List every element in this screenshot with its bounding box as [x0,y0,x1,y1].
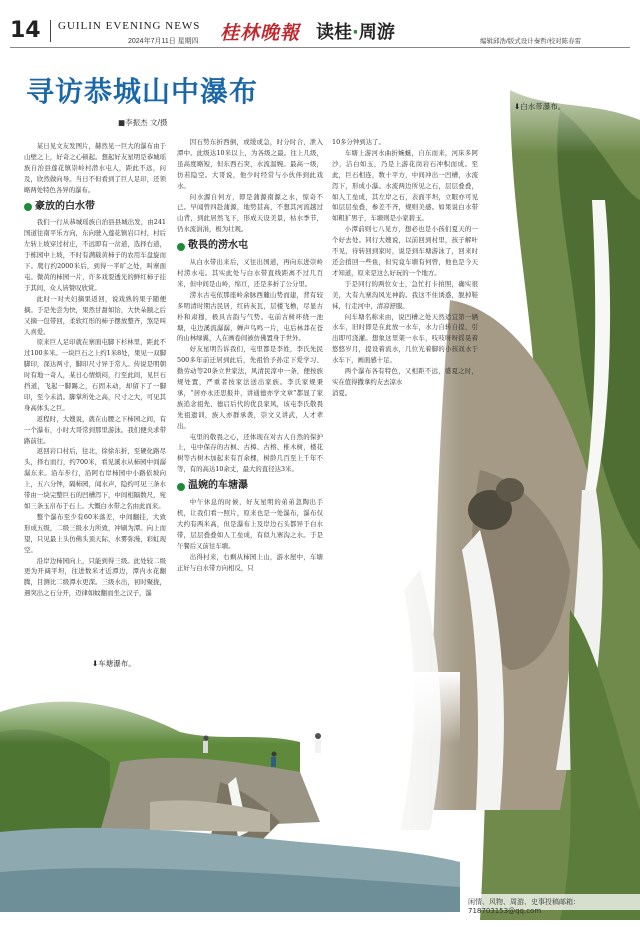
paragraph: 中午休息的时候，好友星明的弟弟忽陶出手机，让我们看一照片，原来也是一处瀑布，瀑布仅大约有两米高，但是瀑布上及岸边石头都异于白水带，层层叠叠如人工垒成，有似九寨沟之水。于是午餐后又前往车塘。 [177,498,323,550]
date-line: 2024年7月11日 星期四 [128,38,199,45]
paragraph: 出得村来，右剩从柿园上山，游水屋中，车塘正好与白水带方向相反，只 [177,552,323,572]
subheading-chetang-waterfall [177,481,323,492]
paragraph: 整个瀑布至少有60米落差，中间翻挂，大致形成五级，二级三级水力所致，冲刷为潭。向上而望，只见最上头仿佛头顶天际，水雾弥漫，彩虹现空。 [24,512,166,554]
paper-name: GUILIN EVENING NEWS [58,20,201,32]
paragraph: 问水源自何方，即是蒲源南源之水，惊奇不已。早闻曾四赴蒲源，地势甚高，不想其河流越过山背，到此居然飞下，形成天设美景，枯水季节，仍水流涓涓，极为壮观。 [177,192,323,234]
subheading-text: 豪放的白水带 [35,200,95,212]
submission-email: 闲情、风物、周游、史事投稿邮箱：718703153@qq.com [468,898,580,915]
article-title: 寻访恭城山中瀑布 [26,75,259,108]
paragraph: 返程时，大嫂说，就在山腰之下柿园之间，有一个瀑布，小时大哥常到那里游泳。我们便央求带路前往。 [24,414,166,445]
paragraph: 好友星明告诉我们，屯里都是李姓，李氏先民500多年前迁居到此后，先祖恰予孙定下爱学习、勤劳动等20条立世家法，风清民淳中一条，便按族规处置，严重者按家法送出家族。李氏家规秉承，“居亦永还思报井，讲通德亦学文章”都显了家族追念祖先、德启后代的优良家风，该屯李氏敬畏先祖遗训，族人亦群承袭，崇文义讲武，人才辈出。 [177,345,323,430]
paragraph: 消夏。 [332,388,352,397]
paragraph: 屯里的敬畏之心，还体现在对古人自然的保护上，屯中保存的古枫、古樟、古榕、椎木树，楂花树等古树木加起来有百余棵，树龄几百至上千年不等，有的高达10余丈，最大的直径达3米。 [177,432,323,474]
article-column-1 [24,141,166,599]
section-title-main: 读桂 [316,22,352,43]
photo-caption-chetang: ⬇车塘瀑布。 [92,659,136,668]
header-divider [50,20,51,42]
article-column-2 [177,137,323,573]
paragraph: 车塘上游河水曲折蜿蜒，自东而来，河床多阿沙，洁白如玉，乃是上游花岗岩石冲积而成。至此，巨石相连，数十平方，中间冲出一凹槽，水流泻下，形成小瀑。水流两边所见之石，层层叠叠，如人工垒成，其左岸之石，表面平坦，立眼亦可见如层层垒叠，参差不齐，规则美感。如果说白水带如粗犷男子，车塘则是小家碧玉。 [332,148,478,223]
paragraph: 10多分钟到达了。 [332,138,385,146]
bullet-dot-icon [24,203,32,211]
header-rule [10,47,630,48]
chetang-waterfall-photo [0,672,460,912]
subheading-text: 敬畏的涝水屯 [188,240,248,252]
paragraph: 问车塘名称来由，说凹槽之处天然适宜第一辆水车，旧时即是在此放一水车，水力自转自提，引出即可浇灌。想象这里架一水车，吱吱呀呀摇晃着悠悠岁月，提设着流水，几位光着脚的小孩戏水于水车下，画面感十足。 [332,312,478,365]
editors-credit: 编辑邱浩/版式设计秦哲/校对陈春雷 [480,38,582,45]
paragraph: 沿岸边柿园向上，只能到得三级。此处较二级更为开阔平坦，往进数米才近潭边，潭内水花翻腾，目测比二级潭水更深。三级水出，初时聚拢，遇突出之石分开，迈律如蚊翻而坐之汉子，瀑 [24,556,166,598]
subheading-text: 温婉的车塘瀑 [188,480,248,492]
bullet-dot-icon [177,243,185,251]
paragraph: 两个瀑布各有特色，又相距不远，盛夏之时，实在值得撒拿约友去凉水 [332,367,478,386]
article-intro: 某日见文友发图片，赫然见一巨大的瀑布由于山壁之上，好奇之心顿起。想起好友星明是恭城瑶族自治县莲花镇崇岭村潜水屯人，距此不远，问及，欣然做向导。当日不但看到了巨人足印，还领略两处特色各异的瀑布。 [24,142,166,194]
paragraph: 原来巨人足印就在寨面屯脚下杉林里，距此不过100多米。一块巨石之上约1米8处，果见一双脚脚印，深达两寸，脚印尺寸异于常人。传说是明朝时有地一奇人，某日心情烦闷，行至此间，见巨石挡道，飞起一脚踢之，石固未动，却留下了一脚印，至今未消。脚掌所处之高，尺寸之大，可见其身高体头之巨。 [24,338,166,412]
page-number: 14 [10,18,41,43]
paragraph: 小潭前则七八见方，想必也是小孩们夏天的一个好去处。同行大嫂说，以前回到村里，孩子解叶不见，待转回到家时，说是到车塘游泳了，回来时还会捎回一些鱼，但究竟车塘有何曾，他也是今天才知道，原来是这么好玩的一个地方。 [332,225,478,277]
paragraph: 从白水带出来后，又往出国道，再向东进崇岭村涝水屯。其实此处与白水带直线距离不过几百米，但中间是山岭，绵亘，还是多折了公分里。 [177,258,323,288]
section-title-sub: 周游 [358,22,395,43]
article-column-3 [332,137,478,399]
paragraph: 涝水古屯依那座岭余脉西麓山势而建，背有较多明清时期古民居，红砖灰瓦，层楼飞檐，尽显古朴和肃穆，极具古韵与气势。屯前古树环绕一池塘，屯边溪流潺潺，蝉声鸟鸣一片，屯后林莽在苍的山林绿翼，人在画卷间被仿佛置身于世外。 [177,290,323,343]
photo-caption-white-water: ⬇白水带瀑布。 [514,102,566,111]
subheading-bold-white-water [24,202,166,213]
paragraph: 我们一行从恭城瑶族自治县县城出发，由241国道往南平乐方向，东向驶入莲花镇岩口村，村后左转上坡穿过村庄，不远即有一岔道，选择右道，于栋园中上坡，不时有满载黄柿子的农用车盘旋而下。爬行约2000米后，到得一平旷之处，叫寨面屯。微黄的柿园一片，许多戏耍透光的鲜红柿子挂于其间，众人皆赞叹欣赏。 [24,218,166,292]
bullet-dot-icon [177,483,185,491]
paragraph: 因石势东折西倒，或缓或急，时分时合，泄入潭中。此级达10米以上，为各级之最。往上几级，虽高度略短，但东西石突，水流温婉。最高一级，仿若隐空。大哥说，他少时经常与小伙伴到此戏水。 [177,138,323,190]
paragraph: 于是同行的两位女士，急忙打卡拍照，确实很美，大有九寨沟风光神韵。我这不住诱惑，脱掉鞋袜，行走河中，清凉舒服。 [332,279,478,310]
paragraph: 此时一对夫妇摘果返回，说戏熟的果子随便摘。于是先尝为快，果然甘甜如饴，大快朵颐之后又摘一包带回，柔软红彤的柿子摆放整齐，煞是叫人喜爱。 [24,294,166,336]
article-byline: ■李振杰 文/摄 [118,118,168,127]
paper-logo: 桂林晚報 [220,22,301,44]
paragraph: 返回岩口村后，往北，徐徐东折，至硬化路尽头，择右而行，约700米，看见溪水从柿园中间潺潺东来。沿车步行，沿阿右岸柿园中小路依坡向上，五六分钟，隔柿园，闻水声，隐约可见三条水带由一块完整巨石的凹槽泻下，中间相隔数尺，宛如三条玉帛布于石上。大慨白水带之名由此而来。 [24,447,166,510]
section-title [316,18,395,44]
section-title-dot: · [352,22,359,43]
subheading-laoshui-village [177,241,323,252]
